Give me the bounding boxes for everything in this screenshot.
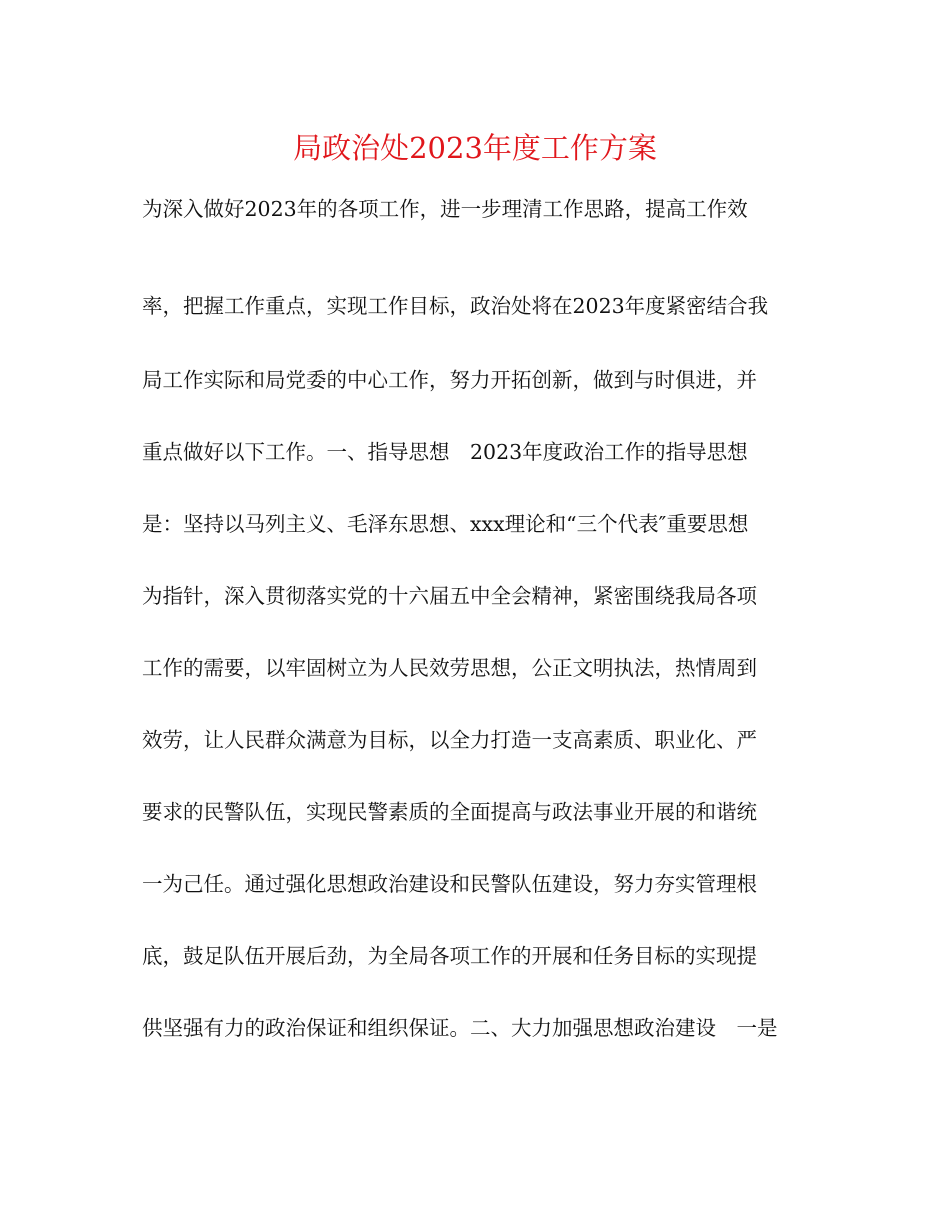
body-line-3: 局工作实际和局党委的中心工作，努力开拓创新，做到与时俱进，并: [142, 368, 757, 392]
body-line-12: 供坚强有力的政治保证和组织保证。二、大力加强思想政治建设 一是: [142, 1016, 778, 1040]
body-line-2: 率，把握工作重点，实现工作目标，政治处将在2023年度紧密结合我: [142, 294, 769, 318]
body-line-4: 重点做好以下工作。一、指导思想 2023年度政治工作的指导思想: [142, 440, 748, 464]
document-title: 局政治处2023年度工作方案: [293, 131, 657, 165]
body-line-6: 为指针，深入贯彻落实党的十六届五中全会精神，紧密围绕我局各项: [142, 584, 757, 608]
body-line-1: 为深入做好2023年的各项工作，进一步理清工作思路，提高工作效: [142, 197, 748, 221]
body-line-7: 工作的需要，以牢固树立为人民效劳思想，公正文明执法，热情周到: [142, 656, 757, 680]
body-line-11: 底，鼓足队伍开展后劲，为全局各项工作的开展和任务目标的实现提: [142, 944, 757, 968]
body-line-10: 一为己任。通过强化思想政治建设和民警队伍建设，努力夯实管理根: [142, 872, 757, 896]
body-line-9: 要求的民警队伍，实现民警素质的全面提高与政法事业开展的和谐统: [142, 800, 757, 824]
body-line-5: 是：坚持以马列主义、毛泽东思想、xxx理论和“三个代表″重要思想: [142, 512, 749, 536]
body-line-8: 效劳，让人民群众满意为目标，以全力打造一支高素质、职业化、严: [142, 728, 757, 752]
